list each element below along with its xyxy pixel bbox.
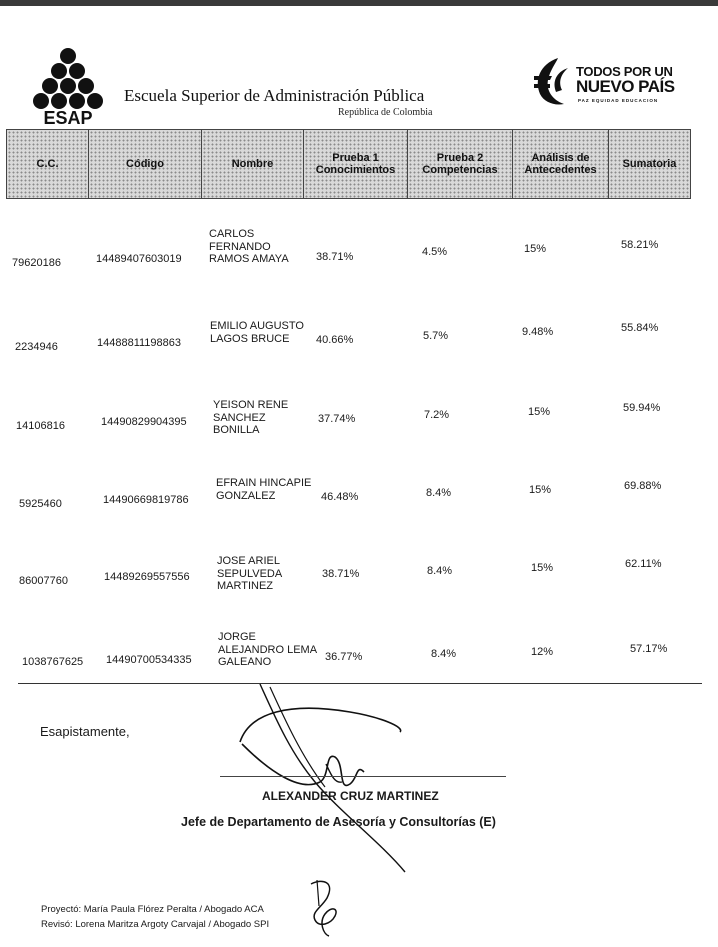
cell-prueba-1: 38.71% bbox=[316, 251, 354, 263]
cell-cc: 79620186 bbox=[12, 257, 61, 269]
cell-prueba-2: 4.5% bbox=[422, 246, 448, 258]
cell-sumatoria: 55.84% bbox=[621, 322, 659, 334]
initials-scribble bbox=[305, 876, 350, 938]
column-header-codigo: Código bbox=[89, 130, 202, 199]
footer-reviso: Revisó: Lorena Maritza Argoty Carvajal / Abogado SPI bbox=[41, 919, 270, 930]
cell-prueba-1: 36.77% bbox=[325, 651, 363, 663]
campaign-line-3: PAZ EQUIDAD EDUCACION bbox=[578, 98, 659, 103]
cell-prueba-2: 8.4% bbox=[431, 648, 457, 660]
cell-cc: 5925460 bbox=[19, 498, 62, 510]
campaign-line-2: NUEVO PAÍS bbox=[576, 77, 675, 96]
cell-codigo: 14489269557556 bbox=[104, 571, 190, 583]
column-header-cc: C.C. bbox=[7, 130, 89, 199]
column-header-prueba-2: Prueba 2 Competencias bbox=[408, 130, 513, 199]
cell-prueba-1: 40.66% bbox=[316, 334, 354, 346]
institution-subtitle: República de Colombia bbox=[338, 107, 433, 118]
cell-antecedentes: 15% bbox=[529, 484, 552, 496]
cell-codigo: 14490700534335 bbox=[106, 654, 192, 666]
cell-nombre: EFRAIN HINCAPIE GONZALEZ bbox=[216, 477, 312, 502]
cell-sumatoria: 58.21% bbox=[621, 239, 659, 251]
cell-sumatoria: 59.94% bbox=[623, 402, 661, 414]
cell-codigo: 14488811198863 bbox=[97, 337, 182, 349]
cell-nombre: CARLOS FERNANDO RAMOS AMAYA bbox=[209, 228, 289, 265]
cell-sumatoria: 57.17% bbox=[630, 643, 668, 655]
cell-codigo: 14490829904395 bbox=[101, 416, 187, 428]
cell-prueba-2: 7.2% bbox=[424, 409, 450, 421]
cell-prueba-2: 8.4% bbox=[427, 565, 453, 577]
cell-sumatoria: 62.11% bbox=[625, 558, 662, 570]
cell-cc: 1038767625 bbox=[22, 656, 84, 668]
cell-codigo: 14489407603019 bbox=[96, 253, 182, 265]
cell-antecedentes: 15% bbox=[531, 562, 554, 574]
cell-codigo: 14490669819786 bbox=[103, 494, 189, 506]
cell-cc: 86007760 bbox=[19, 575, 68, 587]
cell-prueba-2: 8.4% bbox=[426, 487, 452, 499]
campaign-line-1: TODOS POR UN bbox=[576, 64, 673, 79]
column-header-prueba-1: Prueba 1 Conocimientos bbox=[304, 130, 408, 199]
column-header-sumatoria: Sumatoria bbox=[609, 130, 691, 199]
institution-name: Escuela Superior de Administración Pública bbox=[124, 86, 425, 105]
closing-salutation: Esapistamente, bbox=[40, 724, 130, 739]
cell-antecedentes: 9.48% bbox=[522, 326, 554, 338]
cell-prueba-1: 38.71% bbox=[322, 568, 360, 580]
cell-cc: 14106816 bbox=[16, 420, 65, 432]
cell-prueba-1: 46.48% bbox=[321, 491, 359, 503]
cell-cc: 2234946 bbox=[15, 341, 58, 353]
cell-antecedentes: 15% bbox=[524, 243, 547, 255]
signature-scribble bbox=[230, 672, 440, 882]
cell-antecedentes: 12% bbox=[531, 646, 554, 658]
cell-nombre: EMILIO AUGUSTO LAGOS BRUCE bbox=[210, 320, 304, 345]
cell-sumatoria: 69.88% bbox=[624, 480, 662, 492]
cell-prueba-2: 5.7% bbox=[423, 330, 449, 342]
signature-line bbox=[220, 776, 506, 777]
esap-logo-text: ESAP bbox=[43, 108, 93, 126]
footer-proyecto: Proyectó: María Paula Flórez Peralta / Abogado ACA bbox=[41, 904, 264, 915]
cell-nombre: JORGE ALEJANDRO LEMA GALEANO bbox=[218, 631, 317, 668]
cell-nombre: YEISON RENE SANCHEZ BONILLA bbox=[213, 399, 289, 436]
cell-antecedentes: 15% bbox=[528, 406, 551, 418]
cell-prueba-1: 37.74% bbox=[318, 413, 356, 425]
signer-role: Jefe de Departamento de Asesoría y Consultorías (E) bbox=[181, 815, 496, 829]
column-header-antecedentes: Análisis de Antecedentes bbox=[513, 130, 609, 199]
signer-name: ALEXANDER CRUZ MARTINEZ bbox=[262, 789, 439, 803]
column-header-nombre: Nombre bbox=[202, 130, 304, 199]
cell-nombre: JOSE ARIEL SEPULVEDA MARTINEZ bbox=[217, 555, 282, 592]
